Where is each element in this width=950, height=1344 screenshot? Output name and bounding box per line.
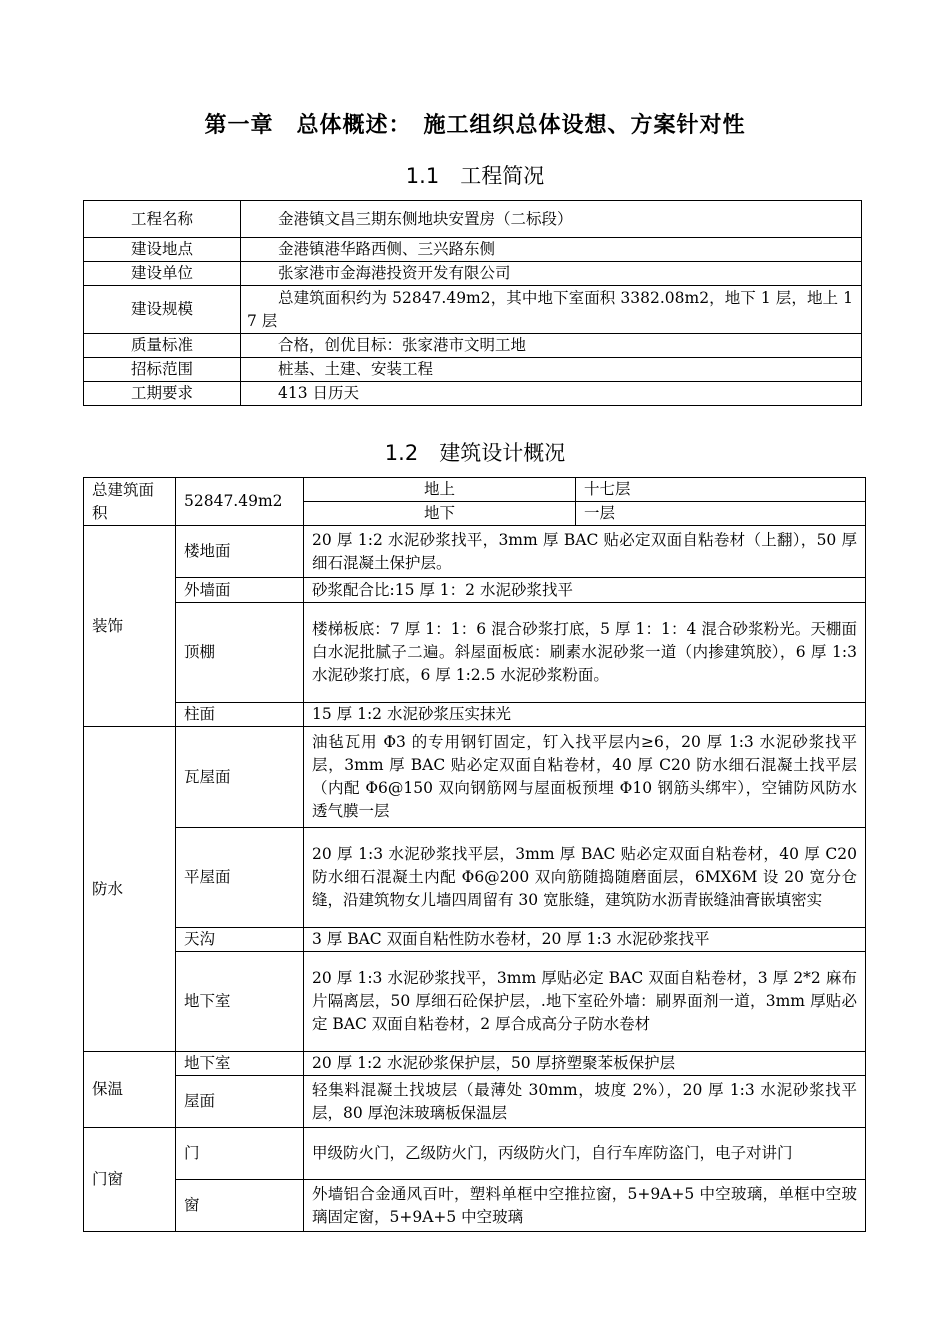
item-desc: 20 厚 1:3 水泥砂浆找平层，3mm 厚 BAC 贴必定双面自粘卷材，40 厚 C20 防水细石混凝土内配 Φ6@200 双向筋随捣随磨面层，6MX6M 设 20 宽分仓缝，沿建筑物女儿墙四周留有 30 宽胀缝，建筑防水沥青嵌缝油膏嵌填密实: [304, 828, 866, 928]
row-value: 金港镇港华路西侧、三兴路东侧: [241, 238, 862, 262]
table-row: [84, 1180, 866, 1232]
item-desc: 外墙铝合金通风百叶，塑料单框中空推拉窗，5+9A+5 中空玻璃，单框中空玻璃固定窗，5+9A+5 中空玻璃: [304, 1180, 866, 1232]
table-row: [84, 952, 866, 1052]
table-row: [84, 928, 866, 952]
table-row: [84, 1076, 866, 1128]
item-desc: 轻集料混凝土找坡层（最薄处 30mm，坡度 2%），20 厚 1:3 水泥砂浆找平层，80 厚泡沫玻璃板保温层: [304, 1076, 866, 1128]
row-label: 质量标准: [84, 334, 241, 358]
table-row: [84, 703, 866, 727]
table-row: [84, 262, 862, 286]
row-value: 413 日历天: [241, 382, 862, 406]
table-row: [84, 578, 866, 603]
above-ground-value: 十七层: [576, 478, 866, 502]
table-row: [84, 1052, 866, 1076]
row-label: 建设地点: [84, 238, 241, 262]
item-desc: 20 厚 1:3 水泥砂浆找平，3mm 厚贴必定 BAC 双面自粘卷材，3 厚 2*2 麻布片隔离层，50 厚细石砼保护层，.地下室砼外墙：刷界面剂一道，3mm 厚贴必定 BAC 双面自粘卷材，2 厚合成高分子防水卷材: [304, 952, 866, 1052]
table-row: [84, 828, 866, 928]
row-value: 合格，创优目标：张家港市文明工地: [241, 334, 862, 358]
table-row: [84, 526, 866, 578]
item-name: 平屋面: [176, 828, 304, 928]
project-overview-table: [83, 200, 862, 406]
item-desc: 3 厚 BAC 双面自粘性防水卷材，20 厚 1:3 水泥砂浆找平: [304, 928, 866, 952]
category-label: 保温: [84, 1052, 176, 1128]
item-name: 屋面: [176, 1076, 304, 1128]
item-desc: 20 厚 1:2 水泥砂浆找平，3mm 厚 BAC 贴必定双面自粘卷材（上翻），50 厚细石混凝土保护层。: [304, 526, 866, 578]
category-label: 装饰: [84, 526, 176, 727]
row-label: 建设单位: [84, 262, 241, 286]
table-row: [84, 727, 866, 828]
row-value: 桩基、土建、安装工程: [241, 358, 862, 382]
item-name: 楼地面: [176, 526, 304, 578]
item-name: 柱面: [176, 703, 304, 727]
item-name: 瓦屋面: [176, 727, 304, 828]
item-name: 天沟: [176, 928, 304, 952]
total-area-value: 52847.49m2: [176, 478, 304, 526]
row-label: 建设规模: [84, 286, 241, 334]
item-desc: 砂浆配合比:15 厚 1：2 水泥砂浆找平: [304, 578, 866, 603]
table-row: [84, 358, 862, 382]
section-title-architectural-design: 1.2 建筑设计概况: [384, 441, 566, 465]
table-row: [84, 334, 862, 358]
category-label: 防水: [84, 727, 176, 1052]
row-value: 总建筑面积约为 52847.49m2，其中地下室面积 3382.08m2，地下 1 层，地上 17 层: [241, 286, 862, 334]
row-label: 工期要求: [84, 382, 241, 406]
item-name: 地下室: [176, 1052, 304, 1076]
row-value: 张家港市金海港投资开发有限公司: [241, 262, 862, 286]
section-title-project-overview: 1.1 工程简况: [405, 164, 545, 188]
item-name: 地下室: [176, 952, 304, 1052]
item-desc: 楼梯板底：7 厚 1：1：6 混合砂浆打底，5 厚 1：1：4 混合砂浆粉光。天棚面白水泥批腻子二遍。斜屋面板底：刷素水泥砂浆一道（内掺建筑胶），6 厚 1:3 水泥砂浆打底，6 厚 1:2.5 水泥砂浆粉面。: [304, 603, 866, 703]
above-ground-label: 地上: [304, 478, 576, 502]
row-value: 金港镇文昌三期东侧地块安置房（二标段）: [241, 201, 862, 238]
total-area-label: 总建筑面积: [84, 478, 176, 526]
category-label: 门窗: [84, 1128, 176, 1232]
item-name: 窗: [176, 1180, 304, 1232]
row-label: 工程名称: [84, 201, 241, 238]
item-name: 顶棚: [176, 603, 304, 703]
table-row: [84, 238, 862, 262]
item-name: 外墙面: [176, 578, 304, 603]
table-row: [84, 201, 862, 238]
row-label: 招标范围: [84, 358, 241, 382]
chapter-title: 第一章 总体概述： 施工组织总体设想、方案针对性: [204, 113, 746, 138]
table-row: [84, 1128, 866, 1180]
table-row: [84, 603, 866, 703]
below-ground-label: 地下: [304, 502, 576, 526]
item-desc: 甲级防火门，乙级防火门，丙级防火门，自行车库防盗门，电子对讲门: [304, 1128, 866, 1180]
below-ground-value: 一层: [576, 502, 866, 526]
table-row: [84, 286, 862, 334]
item-desc: 15 厚 1:2 水泥砂浆压实抹光: [304, 703, 866, 727]
table-row: [84, 382, 862, 406]
item-desc: 油毡瓦用 Φ3 的专用钢钉固定，钉入找平层内≥6，20 厚 1:3 水泥砂浆找平层，3mm 厚 BAC 贴必定双面自粘卷材，40 厚 C20 防水细石混凝土找平层（内配 Φ6@150 双向钢筋网与屋面板预埋 Φ10 钢筋头绑牢），空铺防风防水透气膜一层: [304, 727, 866, 828]
architectural-design-table: [83, 477, 866, 1232]
table-row: [84, 478, 866, 502]
item-desc: 20 厚 1:2 水泥砂浆保护层，50 厚挤塑聚苯板保护层: [304, 1052, 866, 1076]
item-name: 门: [176, 1128, 304, 1180]
